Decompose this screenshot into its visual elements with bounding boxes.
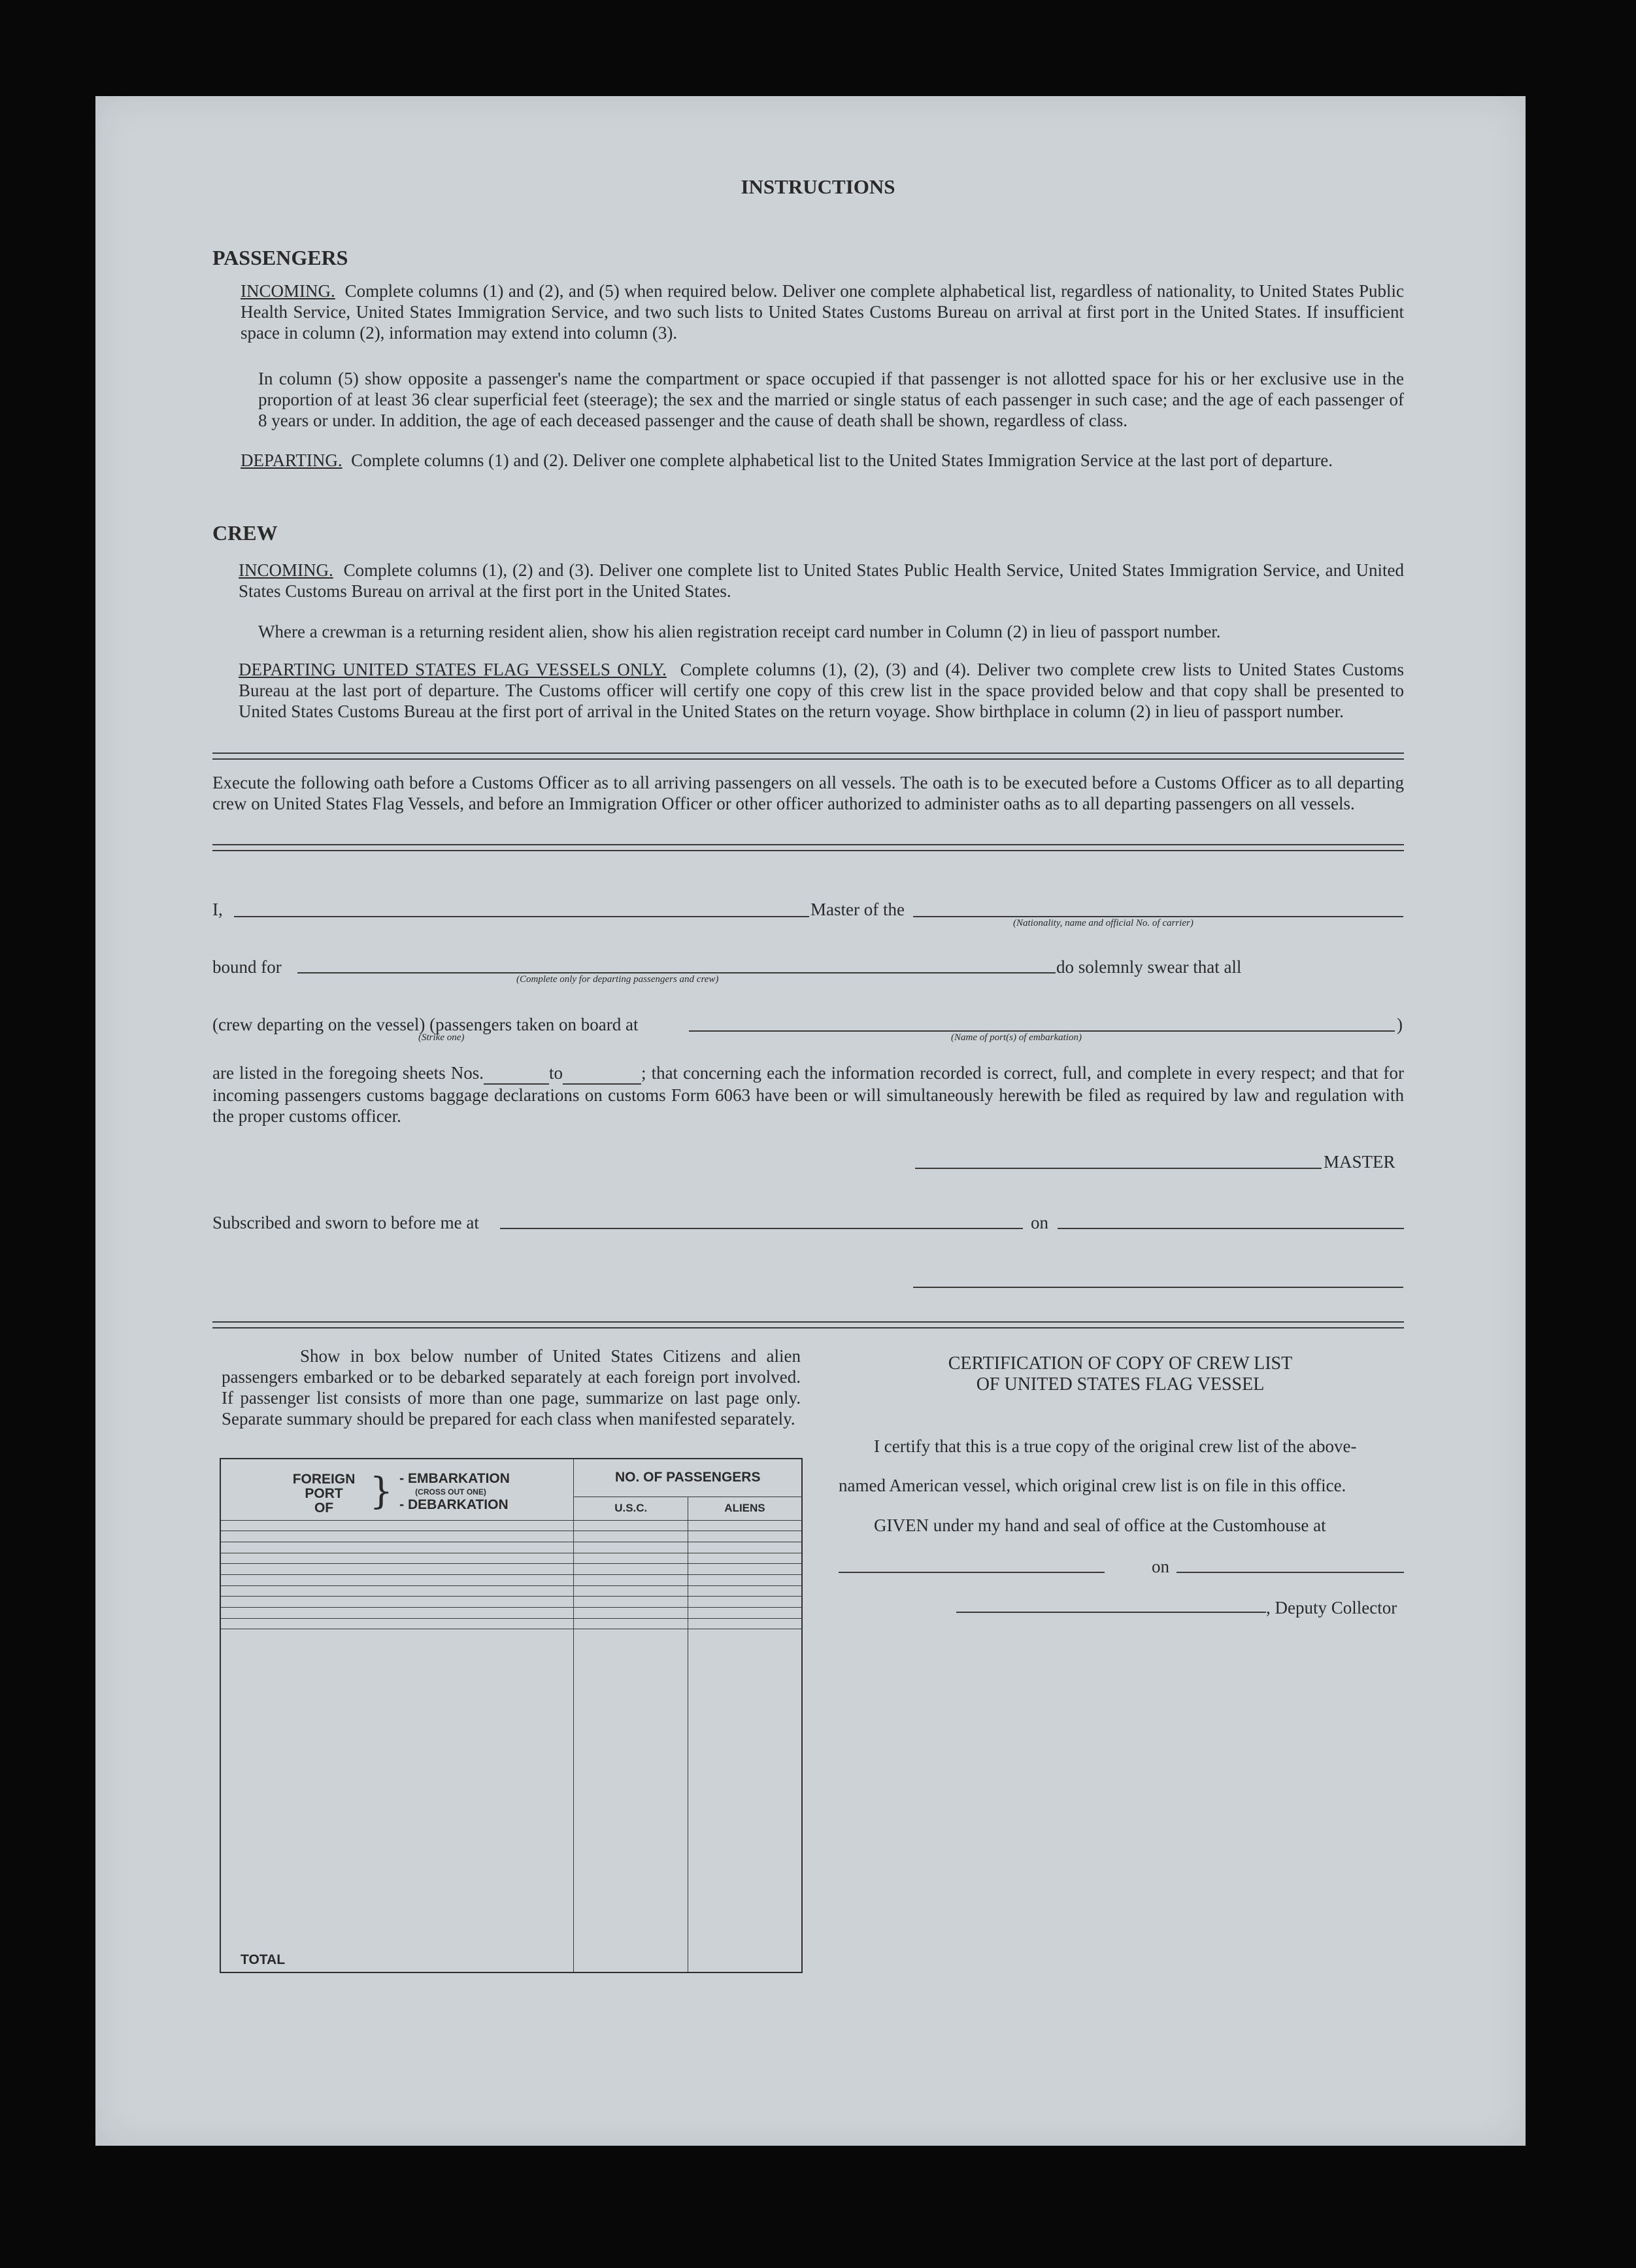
divider (212, 844, 1404, 845)
usc-cell[interactable] (574, 1531, 688, 1542)
crew-departing-label: DEPARTING UNITED STATES FLAG VESSELS ONLY. (239, 660, 667, 679)
master-label: MASTER (1324, 1152, 1395, 1172)
port-cell[interactable] (220, 1520, 574, 1531)
column5-paragraph: In column (5) show opposite a passenger's name the compartment or space occupied if that passenger is not allotted space for his or her exclusive use in the proportion of at least 36 clear superficial feet (steerage); the sex and the married or single status of each passenger in such case; and the age of each passenger of 8 years or under. In addition, the age of each deceased passenger and the cause of death shall be shown, regardless of class. (258, 369, 1404, 430)
table-row (220, 1574, 802, 1585)
usc-cell[interactable] (574, 1607, 688, 1618)
table-row (220, 1531, 802, 1542)
sworn-at-field[interactable] (500, 1228, 1023, 1229)
usc-cell[interactable] (574, 1553, 688, 1564)
aliens-cell[interactable] (688, 1520, 802, 1531)
strike-one-caption: (Strike one) (418, 1032, 465, 1043)
aliens-cell[interactable] (688, 1607, 802, 1618)
crew-departing-text: Complete columns (1), (2), (3) and (4). Deliver two complete crew lists to United States Customs Bureau at the last port of departure. The Customs officer will certify one copy of this crew list in the space provided below and that copy shall be presented to United States Customs Bureau at the first port of arrival in the United States on the return voyage. Show birthplace in column (2) in lieu of passport number. (239, 660, 1404, 721)
table-row (220, 1597, 802, 1608)
of-label: OF (314, 1500, 334, 1515)
port-cell[interactable] (220, 1585, 574, 1597)
deputy-collector-label: , Deputy Collector (1266, 1598, 1397, 1617)
departing-label: DEPARTING. (241, 450, 342, 470)
sworn-on-label: on (1031, 1213, 1048, 1232)
port-cell[interactable] (220, 1542, 574, 1553)
master-signature-field[interactable] (915, 1168, 1322, 1169)
port-cell[interactable] (220, 1531, 574, 1542)
listed-to: to (549, 1063, 563, 1083)
bound-for-caption: (Complete only for departing passengers and crew) (516, 974, 719, 985)
aliens-cell[interactable] (688, 1618, 802, 1629)
crew-incoming-paragraph (239, 560, 1404, 601)
divider (212, 1327, 1404, 1329)
divider (212, 758, 1404, 760)
solemnly-swear-text: do solemnly swear that all (1056, 957, 1242, 977)
port-cell[interactable] (220, 1574, 574, 1585)
carrier-field[interactable] (913, 916, 1403, 917)
listed-text-b: ; that concerning each the information recorded is correct, full, and complete in every respect; and that for incoming passengers customs baggage declarations on customs Form 6063 have been or will simultaneously herewith be filed as required by law and regulation with the proper customs officer. (212, 1063, 1404, 1126)
port-cell[interactable] (220, 1618, 574, 1629)
port-cell[interactable] (220, 1553, 574, 1564)
usc-cell[interactable] (574, 1520, 688, 1531)
certify-line-2: named American vessel, which original crew list is on file in this office. (839, 1476, 1346, 1495)
departing-text: Complete columns (1) and (2). Deliver one complete alphabetical list to the United States Immigration Service at the last port of departure. (351, 450, 1333, 470)
certification-on-label: on (1152, 1557, 1169, 1576)
crew-incoming-label: INCOMING. (239, 560, 333, 580)
port-label: PORT (305, 1486, 343, 1501)
aliens-header: ALIENS (688, 1497, 802, 1520)
aliens-cell[interactable] (688, 1564, 802, 1575)
close-paren: ) (1397, 1015, 1403, 1034)
deputy-signature-field[interactable] (956, 1612, 1266, 1613)
bound-for-field[interactable] (297, 972, 1056, 973)
carrier-caption: (Nationality, name and official No. of carrier) (1013, 918, 1194, 928)
table-row (220, 1564, 802, 1575)
given-text: GIVEN under my hand and seal of office at the Customhouse at (874, 1515, 1326, 1535)
aliens-cell[interactable] (688, 1553, 802, 1564)
port-cell[interactable] (220, 1597, 574, 1608)
resident-alien-paragraph: Where a crewman is a returning resident alien, show his alien registration receipt card number in Column (2) in lieu of passport number. (258, 622, 1221, 641)
table-row (220, 1520, 802, 1531)
master-of-the-label: Master of the (810, 900, 905, 919)
table-row (220, 1618, 802, 1629)
usc-cell[interactable] (574, 1597, 688, 1608)
usc-total-cell[interactable] (574, 1629, 688, 1972)
customhouse-field[interactable] (839, 1572, 1105, 1573)
certification-title (837, 1353, 1404, 1395)
sworn-on-field[interactable] (1058, 1228, 1404, 1229)
certification-date-field[interactable] (1177, 1572, 1404, 1573)
aliens-cell[interactable] (688, 1597, 802, 1608)
oath-intro: Execute the following oath before a Customs Officer as to all arriving passengers on all vessels. The oath is to be executed before a Customs Officer as to all departing crew on United States Flag Vessels, and before an Immigration Officer or other officer authorized to administer oaths as to all departing passengers on all vessels. (212, 773, 1404, 813)
usc-header: U.S.C. (574, 1497, 688, 1520)
embarkation-label: - EMBARKATION (399, 1471, 510, 1486)
brace-icon: } (369, 1470, 393, 1513)
crew-heading: CREW (212, 521, 278, 545)
certify-line-1: I certify that this is a true copy of the original crew list of the above- (874, 1436, 1357, 1456)
crew-incoming-text: Complete columns (1), (2) and (3). Deliver one complete list to United States Public Health Service, United States Immigration Service, and United States Customs Bureau on arrival at the first port in the United States. (239, 560, 1404, 601)
listed-text-a: are listed in the foregoing sheets Nos. (212, 1063, 484, 1083)
aliens-cell[interactable] (688, 1531, 802, 1542)
no-passengers-header: NO. OF PASSENGERS (574, 1459, 802, 1497)
summary-instructions: Show in box below number of United States Citizens and alien passengers embarked or to be debarked separately at each foreign port involved. If passenger list consists of more than one page, summarize on last page only. Separate summary should be prepared for each class when manifested separately. (222, 1346, 801, 1429)
passengers-incoming-paragraph (241, 280, 1404, 343)
total-label: TOTAL (220, 1629, 574, 1972)
listed-paragraph (212, 1062, 1404, 1126)
usc-cell[interactable] (574, 1585, 688, 1597)
port-caption: (Name of port(s) of embarkation) (951, 1032, 1082, 1043)
incoming-text: Complete columns (1) and (2), and (5) when required below. Deliver one complete alphabetical list, regardless of nationality, to United States Public Health Service, United States Immigration Service, and two such lists to United States Customs Bureau on arrival at first port in the United States. If insufficient space in column (2), information may extend into column (3). (241, 281, 1404, 343)
passenger-summary-table (220, 1458, 803, 1973)
aliens-cell[interactable] (688, 1542, 802, 1553)
total-row (220, 1629, 802, 1972)
passengers-heading: PASSENGERS (212, 246, 348, 269)
page-title: INSTRUCTIONS (741, 175, 895, 198)
usc-cell[interactable] (574, 1564, 688, 1575)
table-row (220, 1585, 802, 1597)
table-row (220, 1553, 802, 1564)
usc-cell[interactable] (574, 1574, 688, 1585)
passengers-departing-paragraph (241, 450, 1404, 471)
crew-departing-paragraph (239, 659, 1404, 722)
sheet-to-field[interactable] (563, 1062, 641, 1085)
aliens-cell[interactable] (688, 1585, 802, 1597)
certification-title-line2: OF UNITED STATES FLAG VESSEL (976, 1374, 1265, 1395)
incoming-label: INCOMING. (241, 281, 335, 301)
sheet-from-field[interactable] (484, 1062, 549, 1085)
divider (212, 753, 1404, 754)
table-row (220, 1542, 802, 1553)
foreign-label: FOREIGN (292, 1472, 356, 1487)
aliens-total-cell[interactable] (688, 1629, 802, 1972)
oath-i: I, (212, 900, 223, 919)
divider (212, 850, 1404, 851)
debarkation-label: - DEBARKATION (399, 1497, 509, 1512)
certification-title-line1: CERTIFICATION OF COPY OF CREW LIST (948, 1353, 1293, 1374)
usc-cell[interactable] (574, 1542, 688, 1553)
divider (212, 1321, 1404, 1323)
master-name-field[interactable] (234, 916, 809, 917)
usc-cell[interactable] (574, 1618, 688, 1629)
embarkation-port-field[interactable] (689, 1030, 1395, 1032)
port-cell[interactable] (220, 1564, 574, 1575)
cross-out-label: (CROSS OUT ONE) (415, 1487, 486, 1497)
table-row (220, 1607, 802, 1618)
subscribed-label: Subscribed and sworn to before me at (212, 1213, 479, 1232)
aliens-cell[interactable] (688, 1574, 802, 1585)
officer-signature-field[interactable] (913, 1287, 1403, 1288)
bound-for-label: bound for (212, 957, 282, 977)
crew-passengers-text: (crew departing on the vessel) (passengers taken on board at (212, 1015, 639, 1034)
port-column-header (220, 1459, 574, 1520)
port-cell[interactable] (220, 1607, 574, 1618)
